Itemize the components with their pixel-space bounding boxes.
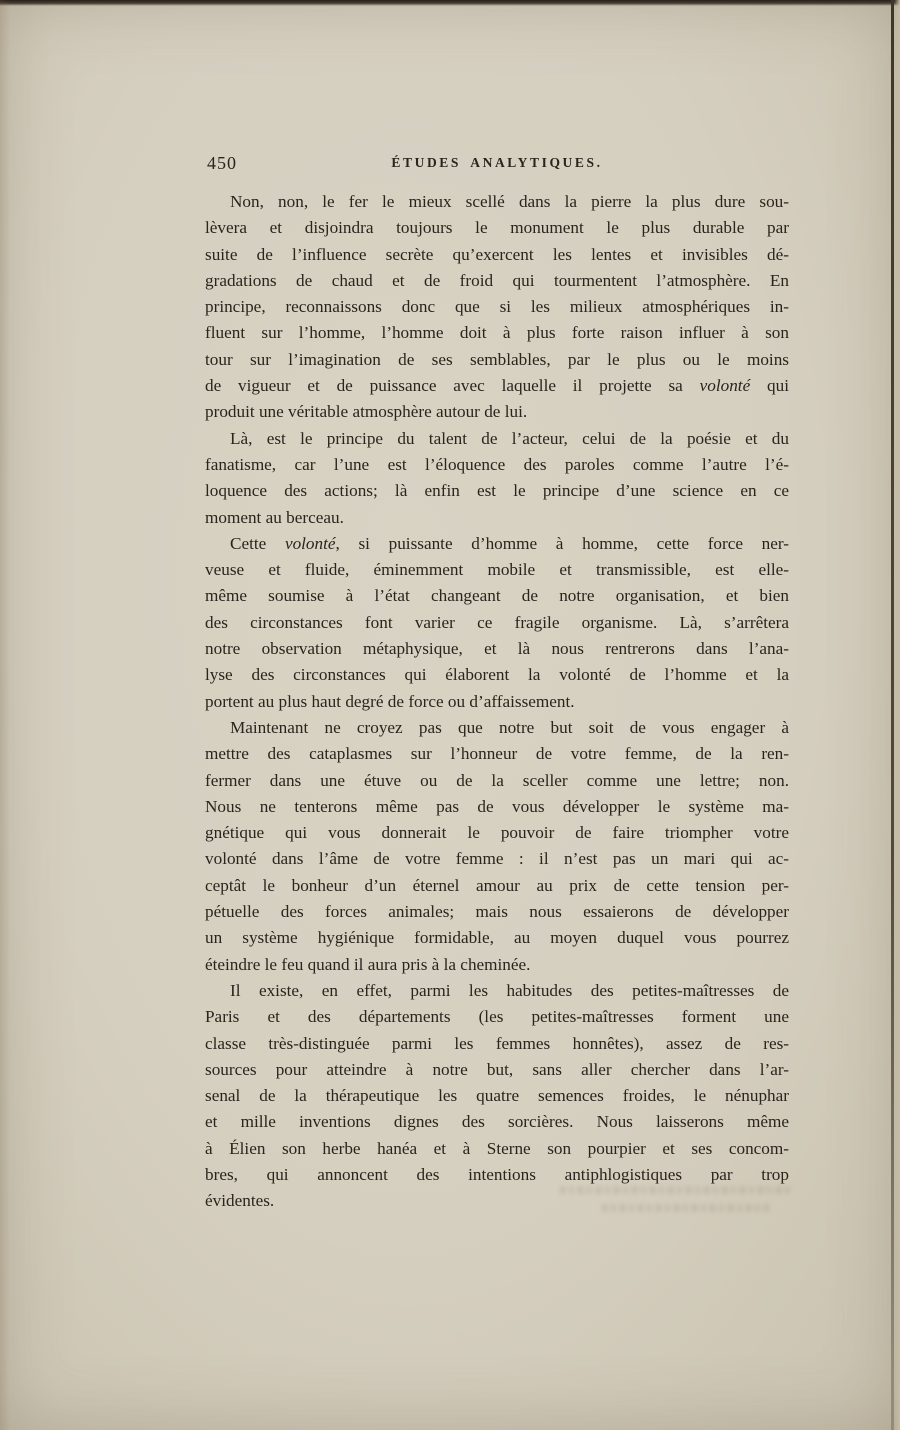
- text-block: [205, 189, 789, 1215]
- text-line: volonté dans l’âme de votre femme : il n’est pas un mari qui ac-: [205, 849, 789, 869]
- text-line: bres, qui annoncent des intentions antiphlogistiques par trop: [205, 1164, 789, 1184]
- text-line: veuse et fluide, éminemment mobile et transmissible, est elle-: [205, 560, 789, 580]
- text-line: même soumise à l’état changeant de notre organisation, et bien: [205, 586, 789, 606]
- paragraph: [205, 978, 789, 1215]
- text-line: Là, est le principe du talent de l’acteur, celui de la poésie et du: [230, 428, 789, 448]
- text-line: et mille inventions dignes des sorcières. Nous laisserons même: [205, 1112, 789, 1132]
- page-number: 450: [207, 153, 237, 173]
- paragraph: [205, 426, 789, 531]
- scan-edge-left: [0, 0, 10, 1430]
- text-line: pétuelle des forces animales; mais nous essaierons de développer: [205, 902, 789, 922]
- text-line: portent au plus haut degré de force ou d’affaissement.: [205, 691, 575, 711]
- text-line: senal de la thérapeutique les quatre semences froides, le nénuphar: [205, 1086, 789, 1106]
- text-line: sources pour atteindre à notre but, sans aller chercher dans l’ar-: [205, 1059, 789, 1079]
- text-line: Maintenant ne croyez pas que notre but soit de vous engager à: [230, 717, 789, 737]
- text-line: produit une véritable atmosphère autour de lui.: [205, 402, 528, 422]
- page-header: [205, 152, 789, 178]
- text-line: ceptât le bonheur d’un éternel amour au prix de cette tension per-: [205, 875, 789, 895]
- italic-term: volonté: [284, 533, 336, 553]
- text-line: gnétique qui vous donnerait le pouvoir de faire triompher votre: [205, 823, 789, 843]
- text-line: éteindre le feu quand il aura pris à la cheminée.: [205, 954, 531, 974]
- text-line: Nous ne tenterons même pas de vous développer le système ma-: [205, 796, 789, 816]
- text-line: fluent sur l’homme, l’homme doit à plus forte raison influer à son: [205, 323, 789, 343]
- text-line: classe très-distinguée parmi les femmes honnêtes), assez de res-: [205, 1033, 789, 1053]
- text-line: lyse des circonstances qui élaborent la volonté de l’homme et la: [205, 665, 789, 685]
- scan-edge-right-paper: [894, 0, 900, 1430]
- text-line: un système hygiénique formidable, au moyen duquel vous pourrez: [205, 928, 789, 948]
- text-line: Cette volonté, si puissante d’homme à homme, cette force ner-: [230, 533, 789, 553]
- text-line: à Élien son herbe hanéa et à Sterne son pourpier et ses concom-: [205, 1138, 789, 1158]
- text-line: gradations de chaud et de froid qui tourmentent l’atmosphère. En: [205, 270, 789, 290]
- paragraph: [205, 715, 789, 978]
- italic-term: volonté: [699, 376, 751, 396]
- text-line: de vigueur et de puissance avec laquelle il projette sa volonté qui: [205, 376, 789, 396]
- running-head: ÉTUDES ANALYTIQUES.: [391, 155, 603, 170]
- text-line: fanatisme, car l’une est l’éloquence des paroles comme l’autre l’é-: [205, 454, 789, 474]
- text-line: lèvera et disjoindra toujours le monument le plus durable par: [205, 218, 789, 238]
- text-line: suite de l’influence secrète qu’exercent les lentes et invisibles dé-: [205, 244, 789, 264]
- text-line: évidentes.: [205, 1191, 275, 1211]
- text-line: Non, non, le fer le mieux scellé dans la pierre la plus dure sou-: [230, 192, 789, 211]
- text-line: principe, reconnaissons donc que si les milieux atmosphériques in-: [205, 297, 789, 317]
- text-line: Paris et des départements (les petites-maîtresses forment une: [205, 1007, 789, 1027]
- text-line: loquence des actions; là enfin est le principe d’une science en ce: [205, 481, 789, 501]
- text-line: notre observation métaphysique, et là nous rentrerons dans l’ana-: [205, 639, 789, 659]
- scan-edge-right-line: [891, 0, 894, 1430]
- text-line: tour sur l’imagination de ses semblables, par le plus ou le moins: [205, 349, 789, 369]
- scan-edge-top: [0, 0, 900, 6]
- paragraph: [205, 531, 789, 715]
- text-line: mettre des cataplasmes sur l’honneur de votre femme, de la ren-: [205, 744, 789, 764]
- text-line: moment au berceau.: [205, 507, 344, 527]
- page-content: [205, 152, 789, 1215]
- paragraph: [205, 189, 789, 426]
- text-line: fermer dans une étuve ou de la sceller comme une lettre; non.: [205, 770, 789, 790]
- text-line: des circonstances font varier ce fragile organisme. Là, s’arrêtera: [205, 612, 789, 632]
- text-line: Il existe, en effet, parmi les habitudes des petites-maîtresses de: [230, 980, 789, 1000]
